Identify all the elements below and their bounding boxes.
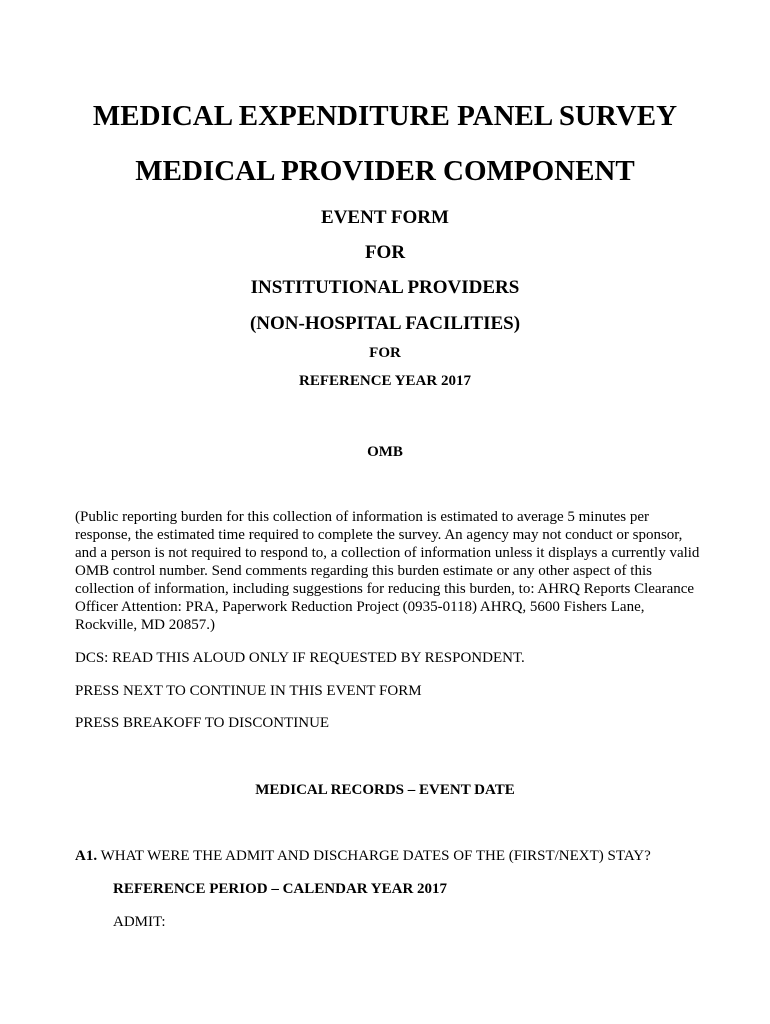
section-heading: MEDICAL RECORDS – EVENT DATE bbox=[255, 782, 515, 798]
survey-title: MEDICAL EXPENDITURE PANEL SURVEY bbox=[92, 100, 678, 132]
admit-label: ADMIT: bbox=[113, 914, 166, 930]
component-title: MEDICAL PROVIDER COMPONENT bbox=[135, 155, 635, 187]
form-name: EVENT FORM bbox=[321, 207, 449, 228]
press-breakoff-instruction: PRESS BREAKOFF TO DISCONTINUE bbox=[75, 715, 330, 731]
for-label-2: FOR bbox=[369, 345, 401, 361]
dcs-instruction: DCS: READ THIS ALOUD ONLY IF REQUESTED BY RESPONDENT. bbox=[75, 650, 525, 666]
burden-statement: (Public reporting burden for this collection of information is estimated to average 5 minutes per response, the estimated time required to complete the survey. An agency may not conduct or sponsor, and a person is not required to respond to, a collection of information unless it displays a currently valid OMB control number. Send comments regarding this burden estimate or any other aspect of this collection of information, including suggestions for reducing this burden, to: AHRQ Reports Clearance Officer Attention: PRA, Paperwork Reduction Project (0935-0118) AHRQ, 5600 Fishers Lane, Rockville, MD 20857.) bbox=[75, 509, 700, 633]
question-text: WHAT WERE THE ADMIT AND DISCHARGE DATES OF THE (FIRST/NEXT) STAY? bbox=[100, 848, 651, 864]
question-number: A1. bbox=[75, 848, 98, 864]
for-label-1: FOR bbox=[364, 242, 406, 263]
press-next-instruction: PRESS NEXT TO CONTINUE IN THIS EVENT FORM bbox=[75, 683, 422, 699]
provider-type: INSTITUTIONAL PROVIDERS bbox=[250, 277, 520, 298]
facility-type: (NON-HOSPITAL FACILITIES) bbox=[249, 313, 521, 334]
reference-year: REFERENCE YEAR 2017 bbox=[299, 373, 471, 389]
question-a1 bbox=[75, 848, 651, 865]
omb-label: OMB bbox=[367, 444, 403, 460]
reference-period: REFERENCE PERIOD – CALENDAR YEAR 2017 bbox=[113, 881, 448, 897]
